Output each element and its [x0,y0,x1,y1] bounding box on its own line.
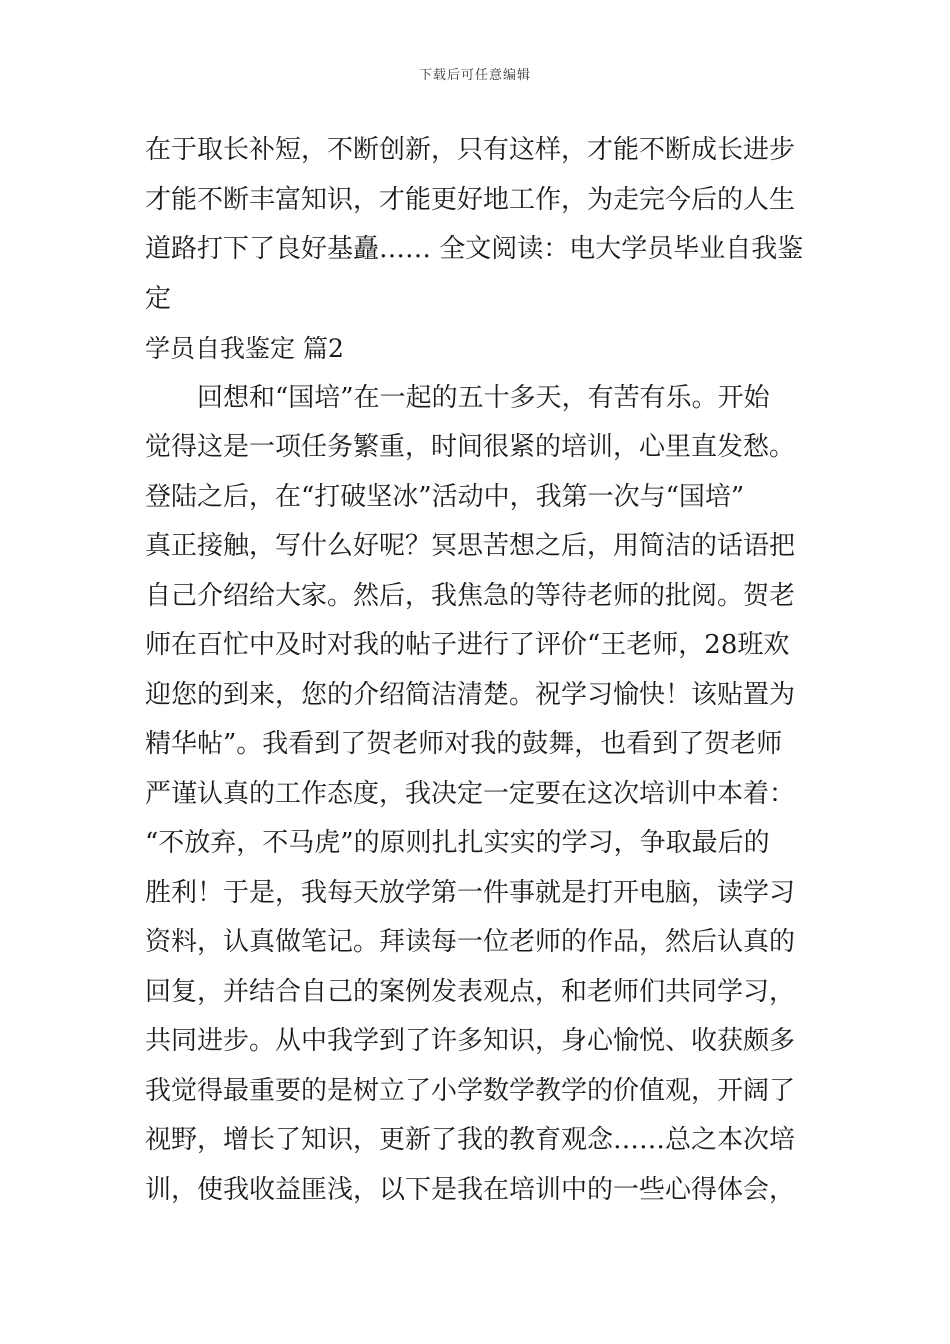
text-line: 视野，增长了知识，更新了我的教育观念……总之本次培 [145,1125,796,1155]
page-header: 下载后可任意编辑 [418,68,531,83]
text-line: 我觉得最重要的是树立了小学数学教学的价值观，开阔了 [145,1075,796,1106]
text-line: 迎您的到来，您的介绍简洁清楚。祝学习愉快！该贴置为 [145,679,796,710]
text-line: 道路打下了良好基矗…… 全文阅读：电大学员毕业自我鉴 [145,234,804,264]
text-line: 资料，认真做笔记。拜读每一位老师的作品，然后认真的 [145,927,796,957]
text-line: 共同进步。从中我学到了许多知识，身心愉悦、收获颇多 [145,1026,796,1056]
text-line: 训，使我收益匪浅，以下是我在培训中的一些心得体会， [145,1174,796,1205]
text-line: 胜利！于是，我每天放学第一件事就是打开电脑，读学习 [145,877,796,908]
text-line: 觉得这是一项任务繁重，时间很紧的培训，心里直发愁。 [145,432,796,462]
document-body [145,126,810,1215]
section-heading: 学员自我鉴定 篇2 [145,334,344,363]
text-line: 定 [145,283,172,314]
text-line: 回复，并结合自己的案例发表观点，和老师们共同学习， [145,976,796,1007]
text-line: “不放弃，不马虎”的原则扎扎实实的学习，争取最后的 [145,828,770,858]
text-line: 自己介绍给大家。然后，我焦急的等待老师的批阅。贺老 [145,580,796,611]
text-line: 登陆之后，在“打破坚冰”活动中，我第一次与“国培” [145,481,745,512]
text-line: 真正接触，写什么好呢？冥思苦想之后，用简洁的话语把 [145,531,796,561]
text-line: 师在百忙中及时对我的帖子进行了评价“王老师，28班欢 [145,630,790,660]
text-line: 回想和“国培”在一起的五十多天，有苦有乐。开始 [197,382,770,413]
text-line: 精华帖”。我看到了贺老师对我的鼓舞，也看到了贺老师 [145,729,783,759]
text-line: 严谨认真的工作态度，我决定一定要在这次培训中本着： [145,778,796,809]
text-line: 才能不断丰富知识，才能更好地工作，为走完今后的人生 [145,184,796,215]
text-line: 在于取长补短，不断创新，只有这样，才能不断成长进步 [145,135,796,165]
